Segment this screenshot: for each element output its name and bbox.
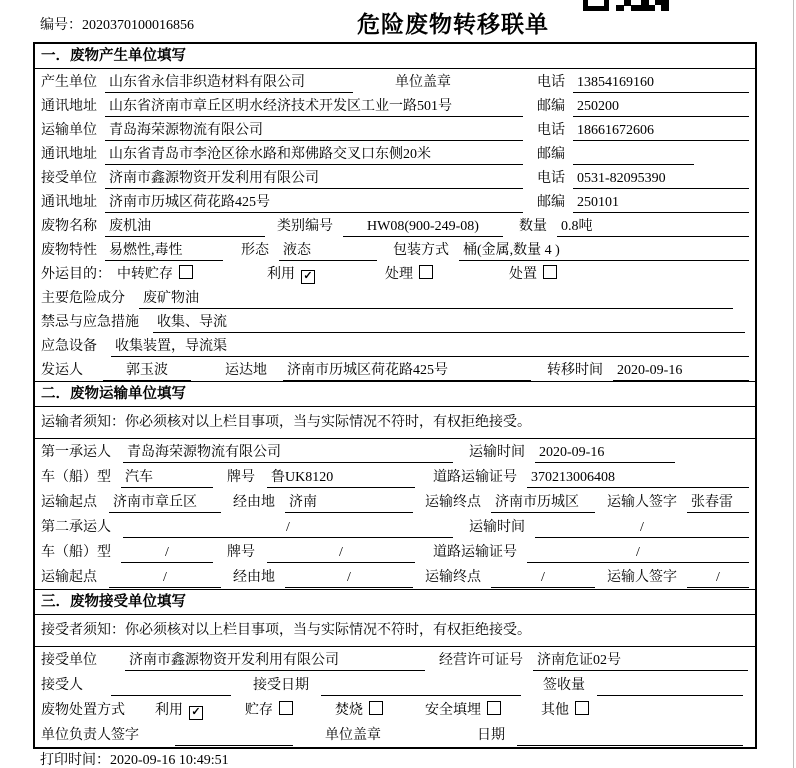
disposal-landfill-checkbox [487,701,501,715]
plate-number-2-value: / [267,542,415,563]
received-amount-label: 签收量 [543,678,585,693]
waste-name-row [35,213,755,237]
consignor-label: 发运人 [41,363,83,378]
vehicle-type-label: 车（船）型 [41,470,111,485]
emergency-equipment-row [35,333,755,357]
receiving-unit-row [35,647,755,672]
address-label: 通讯地址 [41,195,97,210]
destination-label: 运达地 [225,363,267,378]
waste-property-row [35,237,755,261]
purpose-treat-label: 处理 [385,267,413,282]
packaging-value: 桶(金属,数量 4 ) [459,240,749,261]
responsible-signature-label: 单位负责人签字 [41,728,139,743]
transporter-unit-row [35,117,755,141]
transfer-date-value: 2020-09-16 [613,360,749,381]
receiver-notice-row: 接受者须知：你必须核对以上栏目事项，当与实际情况不符时，有权拒绝接受。 [35,615,755,647]
category-code-label: 类别编号 [277,219,333,234]
license-number-label: 经营许可证号 [439,653,523,668]
form-label: 形态 [241,243,269,258]
hazard-component-label: 主要危险成分 [41,291,125,306]
checkbox-mark: ✓ [303,270,313,282]
waste-property-value: 易燃性,毒性 [105,240,223,261]
disposal-method-label: 废物处置方式 [41,703,125,718]
category-code-value: HW08(900-249-08) [343,216,503,237]
unit-seal-label: 单位盖章 [325,728,381,743]
producer-postcode-value: 250200 [573,96,749,117]
receiver-phone-value: 0531-82095390 [573,168,749,189]
second-carrier-value: / [123,517,453,538]
phone-label: 电话 [537,75,565,90]
carrier-signature-label: 运输人签字 [607,495,677,510]
purpose-transfer-storage-option [117,264,193,285]
postcode-label: 邮编 [537,99,565,114]
carrier-signature-label: 运输人签字 [607,570,677,585]
purpose-utilize-label: 利用 [267,267,295,282]
waste-name-label: 废物名称 [41,219,97,234]
transporter-address-row [35,141,755,165]
emergency-measures-value: 收集、导流 [153,312,745,333]
transport-date-label: 运输时间 [469,520,525,535]
transporter-unit-value: 青岛海荣源物流有限公司 [105,120,523,141]
spacer [381,725,477,746]
road-permit-2-value: / [527,542,749,563]
disposal-storage-label: 贮存 [245,703,273,718]
hazard-component-value: 废矿物油 [139,288,733,309]
vehicle-type-row-1 [35,464,755,489]
phone-label: 电话 [537,123,565,138]
transport-route-row-2 [35,564,755,589]
first-carrier-label: 第一承运人 [41,445,111,460]
section-2-header: 二．废物运输单位填写 [35,381,755,407]
qr-code-fragment [583,0,669,11]
waste-name-value: 废机油 [105,216,265,237]
receiver-unit-label: 接受单位 [41,171,97,186]
terminus-2-value: / [491,567,595,588]
responsible-signature-row [35,722,755,747]
destination-value: 济南市历城区荷花路425号 [283,360,531,381]
plate-number-value: 鲁UK8120 [267,467,415,488]
address-label: 通讯地址 [41,99,97,114]
road-permit-value: 370213006408 [527,467,749,488]
serial-label: 编号： [40,18,82,33]
carrier-signature-value: 张春雷 [687,492,749,513]
disposal-other-label: 其他 [541,703,569,718]
receiver-person-row [35,672,755,697]
via-2-value: / [285,567,413,588]
document-header [0,0,796,40]
page-edge-line [793,0,794,768]
terminus-label: 运输终点 [425,495,481,510]
section-3-header: 三．废物接受单位填写 [35,589,755,615]
disposal-storage-option [245,700,293,721]
receiving-unit-value: 济南市鑫源物资开发利用有限公司 [125,650,425,671]
origin-value: 济南市章丘区 [109,492,221,513]
unit-seal-label: 单位盖章 [395,75,451,90]
second-carrier-row [35,514,755,539]
purpose-utilize-option [267,264,315,285]
packaging-label: 包装方式 [393,243,449,258]
first-carrier-value: 青岛海荣源物流有限公司 [123,442,453,463]
receiver-unit-value: 济南市鑫源物资开发利用有限公司 [105,168,523,189]
disposal-other-option [541,700,589,721]
plate-number-label: 牌号 [227,470,255,485]
disposal-incinerate-checkbox [369,701,383,715]
phone-label: 电话 [537,171,565,186]
terminus-value: 济南市历城区 [491,492,595,513]
transport-route-row-1 [35,489,755,514]
road-permit-label: 道路运输证号 [433,545,517,560]
first-carrier-row [35,439,755,464]
vehicle-type-2-value: / [121,542,213,563]
via-label: 经由地 [233,570,275,585]
transporter-unit-label: 运输单位 [41,123,97,138]
transport-date-label: 运输时间 [469,445,525,460]
checkbox-mark: ✓ [191,706,201,718]
address-label: 通讯地址 [41,147,97,162]
transporter-phone-value: 18661672606 [573,120,749,141]
purpose-dispose-checkbox [543,265,557,279]
disposal-landfill-option [425,700,501,721]
quantity-label: 数量 [519,219,547,234]
transporter-postcode-value [573,144,694,165]
receiver-address-row [35,189,755,213]
terminus-label: 运输终点 [425,570,481,585]
producer-address-value: 山东省济南市章丘区明水经济技术开发区工业一路501号 [105,96,523,117]
received-amount-value [597,675,743,696]
plate-number-label: 牌号 [227,545,255,560]
emergency-measures-row [35,309,755,333]
disposal-incinerate-label: 焚烧 [335,703,363,718]
origin-label: 运输起点 [41,495,97,510]
disposal-method-row [35,697,755,722]
hazard-component-row [35,285,755,309]
producer-address-row [35,93,755,117]
page-title: 危险废物转移联单 [357,11,549,37]
receive-date-label: 接受日期 [253,678,309,693]
purpose-dispose-option [509,264,557,285]
origin-2-value: / [109,567,221,588]
receiving-unit-label: 接受单位 [41,653,97,668]
print-time [40,749,229,768]
via-value: 济南 [285,492,413,513]
consignor-row [35,357,755,381]
emergency-equipment-value: 收集装置，导流渠 [111,336,749,357]
receive-date-value [321,675,521,696]
responsible-signature-value [175,725,293,746]
vehicle-type-row-2 [35,539,755,564]
purpose-treat-checkbox [419,265,433,279]
vehicle-type-label: 车（船）型 [41,545,111,560]
license-number-value: 济南危证02号 [533,650,748,671]
producer-unit-value: 山东省永信非织造材料有限公司 [105,72,353,93]
print-time-label: 打印时间： [40,753,110,768]
road-permit-label: 道路运输证号 [433,470,517,485]
transporter-address-value: 山东省青岛市李沧区徐水路和郑佛路交叉口东侧20米 [105,144,523,165]
transfer-date-label: 转移时间 [547,363,603,378]
disposal-utilize-checkbox [189,706,203,720]
origin-label: 运输起点 [41,570,97,585]
quantity-value: 0.8吨 [557,216,749,237]
postcode-label: 邮编 [537,147,565,162]
receiver-address-value: 济南市历城区荷花路425号 [105,192,523,213]
disposal-other-checkbox [575,701,589,715]
purpose-utilize-checkbox [301,270,315,284]
disposal-landfill-label: 安全填埋 [425,703,481,718]
section-1-header: 一．废物产生单位填写 [35,44,755,69]
transport-date-value: 2020-09-16 [535,442,675,463]
purpose-treat-option [385,264,433,285]
vehicle-type-value: 汽车 [121,467,213,488]
receiver-unit-row [35,165,755,189]
consignor-value: 郭玉波 [103,360,191,381]
receiver-person-value [111,675,231,696]
emergency-equipment-label: 应急设备 [41,339,97,354]
disposal-utilize-label: 利用 [155,703,183,718]
waste-property-label: 废物特性 [41,243,97,258]
second-carrier-label: 第二承运人 [41,520,111,535]
transfer-purpose-label: 外运目的： [41,267,111,282]
disposal-utilize-option [155,700,203,721]
disposal-storage-checkbox [279,701,293,715]
via-label: 经由地 [233,495,275,510]
date-label: 日期 [477,728,505,743]
purpose-dispose-label: 处置 [509,267,537,282]
producer-unit-row [35,69,755,93]
carrier-signature-2-value: / [687,567,749,588]
manifest-form-table [33,42,757,749]
receiver-person-label: 接受人 [41,678,83,693]
date-value [517,725,743,746]
serial-value: 2020370100016856 [82,18,194,33]
second-transport-date-value: / [535,517,749,538]
producer-unit-label: 产生单位 [41,75,97,90]
print-time-value: 2020-09-16 10:49:51 [110,753,229,768]
transfer-purpose-row [35,261,755,285]
disposal-incinerate-option [335,700,383,721]
purpose-transfer-storage-label: 中转贮存 [117,267,173,282]
postcode-label: 邮编 [537,195,565,210]
receiver-postcode-value: 250101 [573,192,749,213]
purpose-transfer-storage-checkbox [179,265,193,279]
transporter-notice-row: 运输者须知：你必须核对以上栏目事项，当与实际情况不符时，有权拒绝接受。 [35,407,755,439]
emergency-measures-label: 禁忌与应急措施 [41,315,139,330]
producer-phone-value: 13854169160 [573,72,749,93]
form-value: 液态 [279,240,377,261]
